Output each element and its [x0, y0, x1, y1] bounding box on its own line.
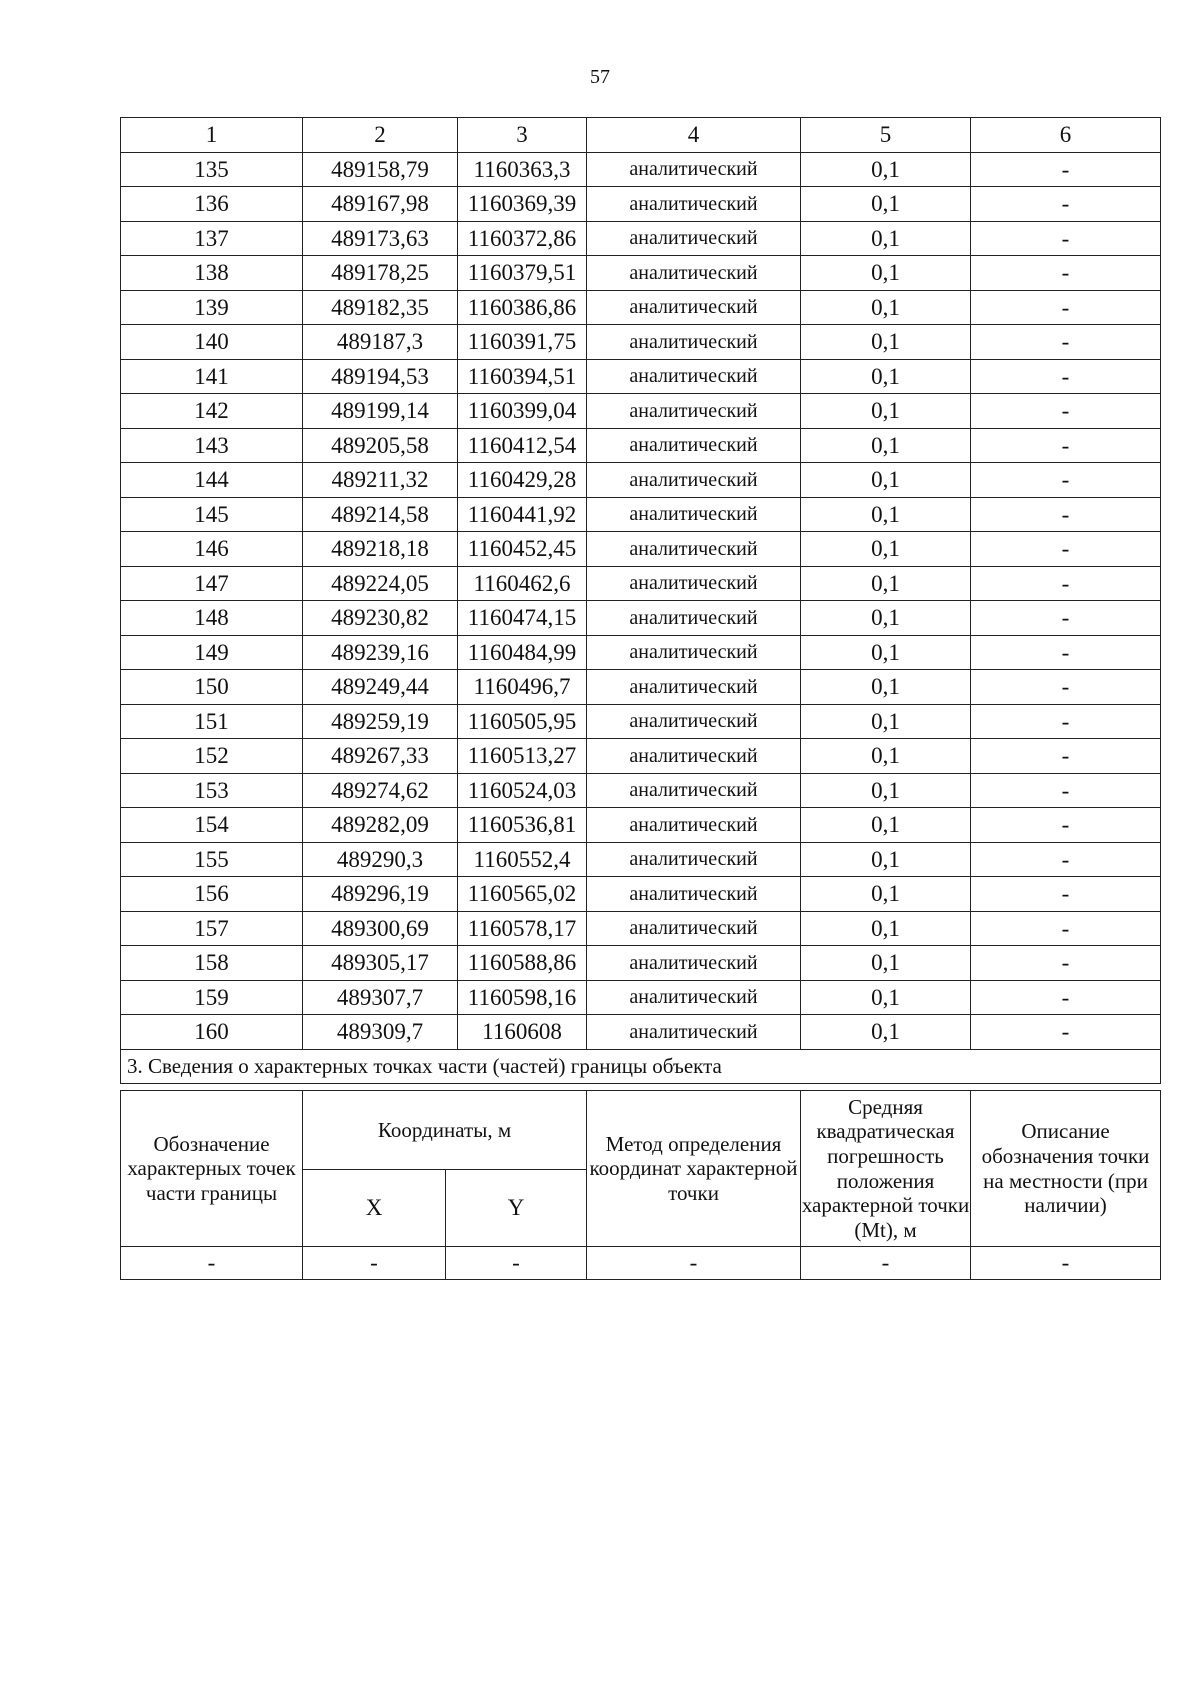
table-cell: 1160429,28 — [458, 463, 587, 498]
section-title-row — [121, 1049, 1161, 1084]
table-cell: 489230,82 — [303, 601, 458, 636]
table-cell: аналитический — [587, 394, 801, 429]
table-row — [121, 428, 1161, 463]
table-cell: - — [971, 670, 1161, 705]
table-cell: 141 — [121, 359, 303, 394]
table-row — [121, 532, 1161, 567]
table-cell: 154 — [121, 808, 303, 843]
table-cell: - — [971, 877, 1161, 912]
table-cell: аналитический — [587, 1015, 801, 1050]
table-row — [121, 256, 1161, 291]
table-cell: 0,1 — [801, 808, 971, 843]
table-cell: - — [971, 290, 1161, 325]
table-row — [121, 670, 1161, 705]
table-row — [121, 497, 1161, 532]
table-cell: 0,1 — [801, 601, 971, 636]
table-cell: 140 — [121, 325, 303, 360]
table-cell: 1160452,45 — [458, 532, 587, 567]
table-row — [121, 290, 1161, 325]
x-header: X — [303, 1170, 446, 1247]
page-number: 57 — [590, 66, 610, 88]
table-cell: 1160578,17 — [458, 911, 587, 946]
table-cell: - — [971, 704, 1161, 739]
table-cell: - — [446, 1247, 587, 1280]
table-cell: 0,1 — [801, 1015, 971, 1050]
table-cell: 1160588,86 — [458, 946, 587, 981]
designation-header: Обозначение характерных точек части границы — [121, 1091, 303, 1247]
table-row — [121, 463, 1161, 498]
table-cell: 1160379,51 — [458, 256, 587, 291]
table-cell: 1160536,81 — [458, 808, 587, 843]
section3-data-row — [121, 1247, 1161, 1280]
table-cell: аналитический — [587, 325, 801, 360]
table-cell: 146 — [121, 532, 303, 567]
table-cell: 152 — [121, 739, 303, 774]
table-cell: - — [971, 946, 1161, 981]
table-cell: аналитический — [587, 290, 801, 325]
table-cell: 489307,7 — [303, 980, 458, 1015]
table-cell: - — [971, 1247, 1161, 1280]
table-cell: 489305,17 — [303, 946, 458, 981]
table-cell: 136 — [121, 187, 303, 222]
table-row — [121, 946, 1161, 981]
table-cell: аналитический — [587, 359, 801, 394]
table-cell: 489187,3 — [303, 325, 458, 360]
table-cell: - — [801, 1247, 971, 1280]
table-cell: 1160598,16 — [458, 980, 587, 1015]
table-cell: аналитический — [587, 152, 801, 187]
table-cell: 148 — [121, 601, 303, 636]
section3-header-row — [121, 1091, 1161, 1170]
table-cell: 0,1 — [801, 946, 971, 981]
table-cell: 1160386,86 — [458, 290, 587, 325]
table-cell: 159 — [121, 980, 303, 1015]
table-cell: 489167,98 — [303, 187, 458, 222]
table-cell: - — [587, 1247, 801, 1280]
table-cell: 1160412,54 — [458, 428, 587, 463]
table-cell: 489194,53 — [303, 359, 458, 394]
table-cell: 160 — [121, 1015, 303, 1050]
table-cell: 489182,35 — [303, 290, 458, 325]
table-cell: 0,1 — [801, 739, 971, 774]
table-cell: аналитический — [587, 256, 801, 291]
section-title: 3. Сведения о характерных точках части (частей) границы объекта — [121, 1049, 1161, 1084]
table-cell: аналитический — [587, 842, 801, 877]
table-cell: - — [971, 808, 1161, 843]
table-cell: 1160505,95 — [458, 704, 587, 739]
table-cell: 0,1 — [801, 911, 971, 946]
table-cell: 489296,19 — [303, 877, 458, 912]
table-cell: аналитический — [587, 601, 801, 636]
table-row — [121, 394, 1161, 429]
table-cell: аналитический — [587, 670, 801, 705]
table-cell: аналитический — [587, 739, 801, 774]
table-cell: 1160552,4 — [458, 842, 587, 877]
table-cell: 1160524,03 — [458, 773, 587, 808]
table-row — [121, 359, 1161, 394]
error-header: Средняя квадратическая погрешность положения характерной точки (Mt), м — [801, 1091, 971, 1247]
table-cell: 489267,33 — [303, 739, 458, 774]
table-row — [121, 635, 1161, 670]
column-number: 5 — [801, 118, 971, 153]
table-cell: 0,1 — [801, 359, 971, 394]
table-cell: - — [971, 187, 1161, 222]
table-cell: аналитический — [587, 221, 801, 256]
table-cell: - — [121, 1247, 303, 1280]
table-cell: 1160363,3 — [458, 152, 587, 187]
table-cell: 489218,18 — [303, 532, 458, 567]
table-cell: аналитический — [587, 635, 801, 670]
table-cell: аналитический — [587, 532, 801, 567]
table-cell: 155 — [121, 842, 303, 877]
table-cell: 1160391,75 — [458, 325, 587, 360]
table-cell: 489274,62 — [303, 773, 458, 808]
table-cell: 1160513,27 — [458, 739, 587, 774]
table-cell: 1160565,02 — [458, 877, 587, 912]
table-row — [121, 1015, 1161, 1050]
table-row — [121, 842, 1161, 877]
table-row — [121, 325, 1161, 360]
table-row — [121, 704, 1161, 739]
table-cell: 489290,3 — [303, 842, 458, 877]
table-cell: аналитический — [587, 704, 801, 739]
table-row — [121, 877, 1161, 912]
table-cell: - — [971, 980, 1161, 1015]
table-cell: 1160372,86 — [458, 221, 587, 256]
table-cell: 135 — [121, 152, 303, 187]
table-cell: 156 — [121, 877, 303, 912]
column-number: 3 — [458, 118, 587, 153]
table-cell: - — [971, 221, 1161, 256]
table-cell: 489173,63 — [303, 221, 458, 256]
table-cell: аналитический — [587, 428, 801, 463]
table-row — [121, 773, 1161, 808]
table-cell: 0,1 — [801, 773, 971, 808]
table-cell: - — [971, 911, 1161, 946]
table-cell: - — [971, 739, 1161, 774]
table-row — [121, 980, 1161, 1015]
table-cell: 149 — [121, 635, 303, 670]
table-cell: 1160394,51 — [458, 359, 587, 394]
column-number: 6 — [971, 118, 1161, 153]
column-number: 4 — [587, 118, 801, 153]
table-cell: 143 — [121, 428, 303, 463]
table-cell: аналитический — [587, 911, 801, 946]
table-cell: 1160484,99 — [458, 635, 587, 670]
table-cell: аналитический — [587, 566, 801, 601]
table-cell: - — [971, 842, 1161, 877]
table-cell: 0,1 — [801, 325, 971, 360]
table-cell: - — [971, 566, 1161, 601]
table-cell: 1160369,39 — [458, 187, 587, 222]
table-cell: 0,1 — [801, 532, 971, 567]
table-cell: 489239,16 — [303, 635, 458, 670]
table-cell: - — [971, 773, 1161, 808]
table-row — [121, 808, 1161, 843]
coordinates-table — [120, 117, 1161, 1084]
coordinates-header: Координаты, м — [303, 1091, 587, 1170]
table-row — [121, 187, 1161, 222]
table-cell: 489249,44 — [303, 670, 458, 705]
table-cell: 0,1 — [801, 842, 971, 877]
table-row — [121, 152, 1161, 187]
table-cell: 0,1 — [801, 394, 971, 429]
table-cell: 0,1 — [801, 256, 971, 291]
table-cell: - — [971, 325, 1161, 360]
table-cell: аналитический — [587, 946, 801, 981]
table-cell: 145 — [121, 497, 303, 532]
table-cell: 137 — [121, 221, 303, 256]
table-cell: 0,1 — [801, 463, 971, 498]
table-cell: 158 — [121, 946, 303, 981]
table-cell: 489309,7 — [303, 1015, 458, 1050]
table-cell: - — [971, 532, 1161, 567]
table-cell: 489282,09 — [303, 808, 458, 843]
table-row — [121, 911, 1161, 946]
table-cell: - — [971, 497, 1161, 532]
table-row — [121, 566, 1161, 601]
table-cell: 1160441,92 — [458, 497, 587, 532]
table-cell: 0,1 — [801, 704, 971, 739]
table-cell: 0,1 — [801, 221, 971, 256]
table-cell: 489158,79 — [303, 152, 458, 187]
method-header: Метод определения координат характерной точки — [587, 1091, 801, 1247]
table-cell: 489199,14 — [303, 394, 458, 429]
table-cell: аналитический — [587, 773, 801, 808]
table-cell: аналитический — [587, 187, 801, 222]
column-number: 1 — [121, 118, 303, 153]
table-cell: 0,1 — [801, 152, 971, 187]
table-cell: аналитический — [587, 497, 801, 532]
table-cell: 139 — [121, 290, 303, 325]
table-cell: аналитический — [587, 808, 801, 843]
column-number-row — [121, 118, 1161, 153]
table-cell: 0,1 — [801, 428, 971, 463]
table-cell: 142 — [121, 394, 303, 429]
coordinates-table-body — [121, 118, 1161, 1084]
table-cell: 1160496,7 — [458, 670, 587, 705]
section3-table — [120, 1090, 1161, 1280]
table-cell: 1160462,6 — [458, 566, 587, 601]
table-cell: 150 — [121, 670, 303, 705]
table-row — [121, 601, 1161, 636]
description-header: Описание обозначения точки на местности (при наличии) — [971, 1091, 1161, 1247]
table-cell: 147 — [121, 566, 303, 601]
table-cell: 489178,25 — [303, 256, 458, 291]
table-cell: 489300,69 — [303, 911, 458, 946]
table-cell: аналитический — [587, 980, 801, 1015]
table-cell: 1160608 — [458, 1015, 587, 1050]
table-cell: - — [971, 428, 1161, 463]
table-cell: - — [971, 601, 1161, 636]
table-cell: 0,1 — [801, 187, 971, 222]
table-cell: 1160474,15 — [458, 601, 587, 636]
table-cell: 153 — [121, 773, 303, 808]
table-cell: 144 — [121, 463, 303, 498]
table-cell: - — [971, 635, 1161, 670]
column-number: 2 — [303, 118, 458, 153]
table-cell: - — [971, 394, 1161, 429]
y-header: Y — [446, 1170, 587, 1247]
table-cell: - — [971, 359, 1161, 394]
table-cell: 157 — [121, 911, 303, 946]
table-cell: 489211,32 — [303, 463, 458, 498]
table-cell: 0,1 — [801, 670, 971, 705]
table-row — [121, 739, 1161, 774]
table-cell: 0,1 — [801, 980, 971, 1015]
table-cell: - — [971, 463, 1161, 498]
table-cell: - — [971, 256, 1161, 291]
table-cell: 0,1 — [801, 497, 971, 532]
table-cell: 1160399,04 — [458, 394, 587, 429]
table-cell: - — [971, 152, 1161, 187]
table-cell: 0,1 — [801, 290, 971, 325]
table-cell: 151 — [121, 704, 303, 739]
table-cell: - — [303, 1247, 446, 1280]
table-cell: 489259,19 — [303, 704, 458, 739]
table-row — [121, 221, 1161, 256]
table-cell: 0,1 — [801, 566, 971, 601]
table-cell: 0,1 — [801, 635, 971, 670]
table-cell: 489205,58 — [303, 428, 458, 463]
table-cell: - — [971, 1015, 1161, 1050]
table-cell: аналитический — [587, 463, 801, 498]
table-cell: 138 — [121, 256, 303, 291]
table-cell: 0,1 — [801, 877, 971, 912]
table-cell: 489224,05 — [303, 566, 458, 601]
table-cell: аналитический — [587, 877, 801, 912]
table-cell: 489214,58 — [303, 497, 458, 532]
